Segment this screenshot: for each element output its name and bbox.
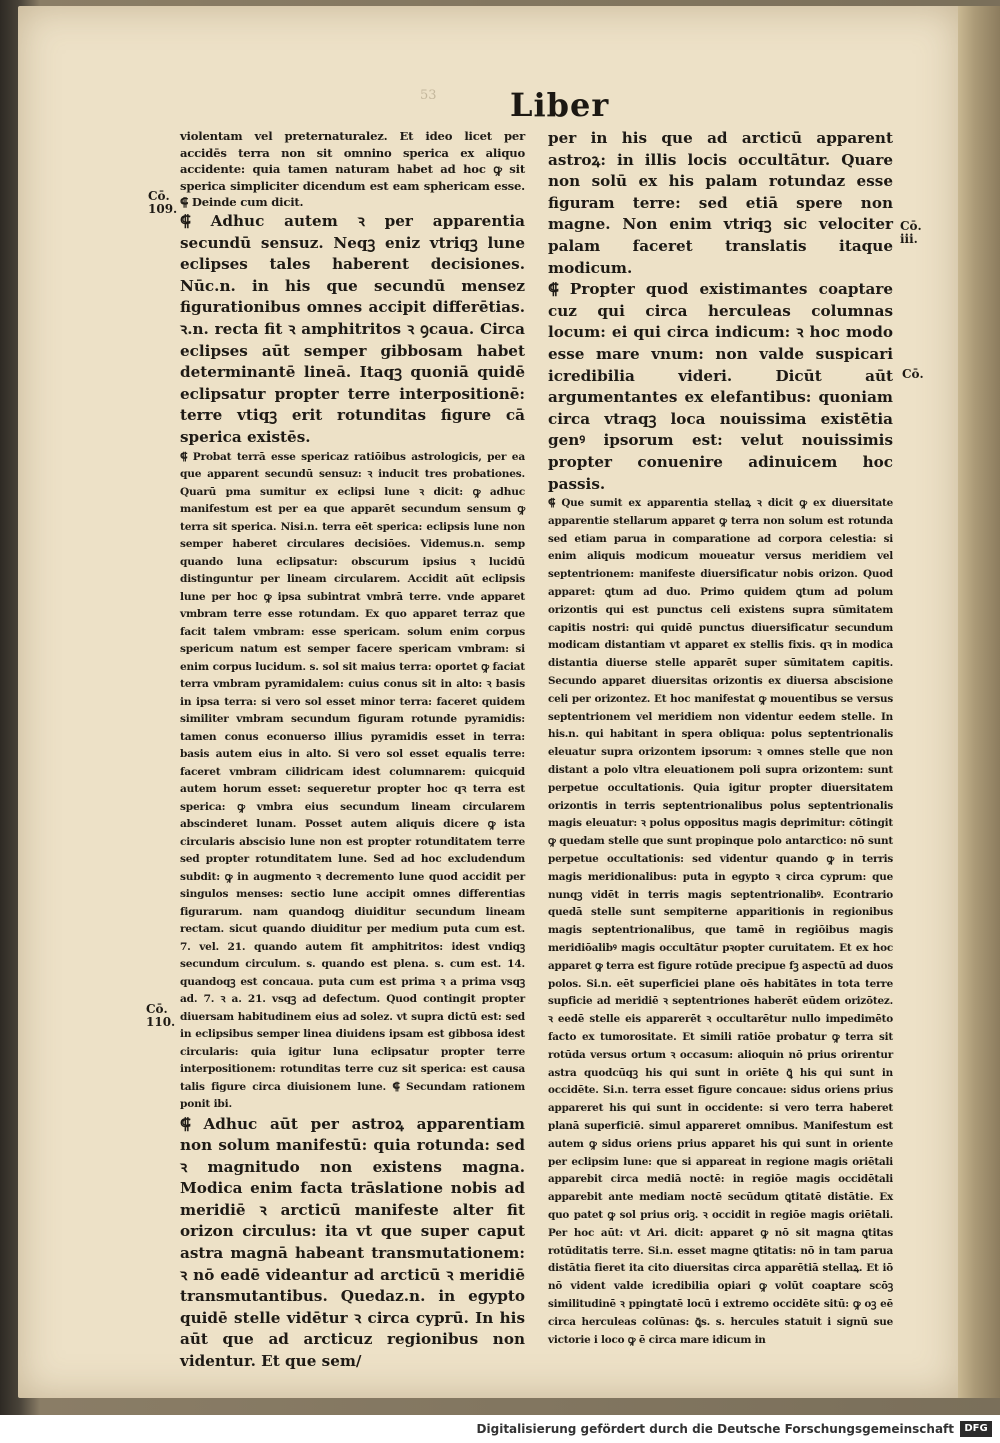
facing-page-edge — [958, 6, 1000, 1398]
text-block: violentam vel preternaturalez. Et ideo licet per accidēs terra non sit omnino sperica ex aliquo accidente: quia tamen naturam habet ad hoc ꝙ sit sperica simpliciter dicendum est eam sphericam esse. ⸿ Deinde cum dicit. — [180, 129, 525, 210]
margin-note-right-top: Cō. iii. — [900, 219, 922, 246]
right-column — [548, 128, 893, 1349]
faint-page-number: 53 — [420, 88, 437, 103]
margin-note-left-top: Cō. 109. — [148, 189, 178, 216]
funding-credit: Digitalisierung gefördert durch die Deutsche Forschungsgemeinschaft — [476, 1422, 954, 1436]
text-block: ⸿ Adhuc aūt per astroꝝ apparentiam non solum manifestū: quia rotunda: sed ꝛ magnitudo non existens magna. Modica enim facta trāslatione nobis ad meridiē ꝛ arcticū manifeste alter fit orizon circulus: ita vt que super caput astra magnā habeant transmutationem: ꝛ nō eadē videantur ad arcticū ꝛ meridiē transmutantibus. Quedaz.n. in egypto quidē stelle vidētur ꝛ circa cyprū. In his aūt que ad arcticuz regionibus non videntur. Et que sem/ — [180, 1114, 525, 1371]
text-block: per in his que ad arcticū apparent astroꝝ: in illis locis occultātur. Quare non solū ex his palam rotundaz esse figuram terre: sed etiā spere non magne. Non enim vtriqꝫ sic velociter palam faceret translatis itaque modicum. — [548, 129, 893, 277]
footer-bar — [0, 1415, 1000, 1443]
dfg-logo: DFG — [960, 1421, 992, 1437]
left-column — [180, 128, 525, 1373]
commentary-block: ⸿ Probat terrā esse spericaz ratiōibus astrologicis, per ea que apparent secundū sensuz: ꝛ inducit tres probationes. Quarū pma sumitur ex eclipsi lune ꝛ dicit: ꝙ adhuc manifestum est per ea que apparēt secundum sensum ꝙ terra sit sperica. Nisi.n. terra eēt sperica: eclipsis lune non semper haberet circulares decisiōes. Videmus.n. semp quando luna eclipsatur: obscurum ipsius ꝛ lucidū distinguntur per lineam circularem. Accidit aūt eclipsis lune per hoc ꝙ ipsa subintrat vmbrā terre. vnde apparet vmbram terre esse rotundam. Ex quo apparet terraz que facit talem vmbram: esse spericam. solum enim corpus spericum natum est semper facere spericam vmbram: si enim corpus lucidum. s. sol sit maius terra: oportet ꝙ faciat terra vmbram pyramidalem: cuius conus sit in alto: ꝛ basis in ipsa terra: si vero sol esset minor terra: faceret quidem similiter vmbram secundum figuram rotunde pyramidis: tamen conus econuerso illius pyramidis esset in terra: basis autem eius in alto. Si vero sol esset equalis terre: faceret vmbram cilidricam idest columnarem: quicquid autem horum esset: sequeretur propter hoc qꝛ terra est sperica: ꝙ vmbra eius secundum lineam circularem abscinderet lunam. Posset autem aliquis dicere ꝙ ista circularis abscisio lune non est propter rotunditatem terre sed propter rotunditatem lune. Sed ad hoc excludendum subdit: ꝙ in augmento ꝛ decremento lune quod accidit per singulos menses: sectio lune accipit omnes differentias figurarum. nam quandoqꝫ diuiditur secundum lineam rectam. sicut quando diuiditur per medium puta cum est. 7. vel. 21. quando autem fit amphitritos: idest vndiqꝫ secundum circulum. s. quando est plena. s. cum est. 14. quandoqꝫ est concaua. puta cum est prima ꝛ a prima vsqꝫ ad. 7. ꝛ a. 21. vsqꝫ ad defectum. Quod contingit propter diuersam habitudinem eius ad solez. vt supra dictū est: sed in eclipsibus semper linea diuidens ipsam est gibbosa idest circularis: quia igitur luna eclipsatur propter terre interpositionem: rotunditas terre cuz sit sperica: est causa talis figure circa diuisionem lune. ⸿ Secundam rationem ponit ibi. — [180, 450, 525, 1110]
commentary-block: ⸿ Que sumit ex apparentia stellaꝝ ꝛ dicit ꝙ ex diuersitate apparentie stellarum apparet ꝙ terra non solum est rotunda sed etiam parua in comparatione ad corpora celestia: si enim aliquis modicum moueatur versus meridiem vel septentrionem: manifeste diuersificatur nobis orizon. Quod apparet: ꝗtum ad duo. Primo quidem ꝗtum ad polum orizontis qui est punctus celi existens supra sūmitatem capitis nostri: qui quidē punctus diuersificatur secundum modicam distantiam vt apparet ex stellis fixis. qꝛ in modica distantia diuerse stelle apparēt super sūmitatem capitis. Secundo apparet diuersitas orizontis ex diuersa abscisione celi per orizontez. Et hoc manifestat ꝙ mouentibus se versus septentrionem vel meridiem non videntur eedem stelle. In his.n. qui habitant in spera obliqua: polus septentrionalis eleuatur supra orizontem ipsorum: ꝛ omnes stelle que non distant a polo vltra eleuationem poli supra orizontem: sunt perpetue occultationis. Quia igitur propter diuersitatem orizontis in terris septentrionalibus polus septentrionalis magis eleuatur: ꝛ polus oppositus magis deprimitur: cōtingit ꝙ quedam stelle que sunt propinque polo antarctico: nō sunt perpetue occultationis: sed videntur quando ꝙ in terris magis meridionalibus: puta in egypto ꝛ circa cyprum: que nunqꝫ vidēt in terris magis septentrionalibꝰ. Econtrario quedā stelle sunt sempiterne apparitionis in regionibus magis septentrionalibus, que tamē in regiōibus magis meridiōalibꝰ magis occultātur pꝛopter curuitatem. Et ex hoc apparet ꝙ terra est figure rotūde precipue fꝫ aspectū ad duos polos. Si.n. eēt superficiei plane oēs habitātes in tota terre supficie ad meridiē ꝛ septentriones haberēt eūdem orizōtez. ꝛ eedē stelle eis apparerēt ꝛ occultarētur nullo impedimēto facto ex tumorositate. Et simili ratiōe probatur ꝙ terra sit rotūda versus ortum ꝛ occasum: alioquin nō prius orirentur astra quodcūqꝫ his qui sunt in oriēte ꝗ̄ his qui sunt in occidēte. Si.n. terra esset figure concaue: sidus oriens prius appareret his qui sunt in occidente: si vero terra haberet planā superficiē. simul appareret omnibus. Manifestum est autem ꝙ sidus oriens prius apparet his qui sunt in oriente per eclipsim lune: que si appareat in regione magis oriētali apparebit circa mediā noctē: in regiōe magis occidētali apparebit ante mediam noctē secūdum ꝗtitatē distātie. Ex quo patet ꝙ sol prius oriꝫ. ꝛ occidit in regiōe magis oriētali. Per hoc aūt: vt Ari. dicit: apparet ꝙ nō sit magna ꝗtitas rotūditatis terre. Si.n. esset magne ꝗtitatis: nō in tam parua distātia fieret ita cito diuersitas circa apparētiā stellaꝝ. Et iō nō vident valde icredibilia opiari ꝙ volūt coaptare scōꝫ similitudinē ꝛ ppingtatē locū i extremo occidēte sitū: ꝙ oꝫ eē circa herculeas colūnas: ꝗ̄s. s. hercules statuit i signū sue victorie i loco ꝙ ē circa mare idicum in — [548, 497, 893, 1346]
running-header: Liber — [510, 86, 610, 124]
margin-note-right-mid: Cō. — [902, 367, 924, 381]
margin-note-left-bottom: Cō. 110. — [146, 1002, 176, 1029]
text-block: ⸿ Adhuc autem ꝛ per apparentia secundū sensuz. Neqꝫ eniz vtriqꝫ lune eclipses tales haberent decisiones. Nūc.n. in his que secundū mensez figurationibus omnes accipit differētias. ꝛ.n. recta fit ꝛ amphitritos ꝛ ꝯcaua. Circa eclipses aūt semper gibbosam habet determinantē lineā. Itaqꝫ quoniā quidē eclipsatur propter terre interpositionē: terre vtiqꝫ erit rotunditas figure cā sperica existēs. — [180, 211, 525, 446]
text-block: ⸿ Propter quod existimantes coaptare cuz qui circa herculeas columnas locum: ei qui circa indicum: ꝛ hoc modo esse mare vnum: non valde suspicari icredibilia videri. Dicūt aūt argumentantes ex elefantibus: quoniam circa vtraqꝫ loca nouissima existētia genꝰ ipsorum est: velut nouissimis propter conuenire adinuicem hoc passis. — [548, 280, 893, 493]
